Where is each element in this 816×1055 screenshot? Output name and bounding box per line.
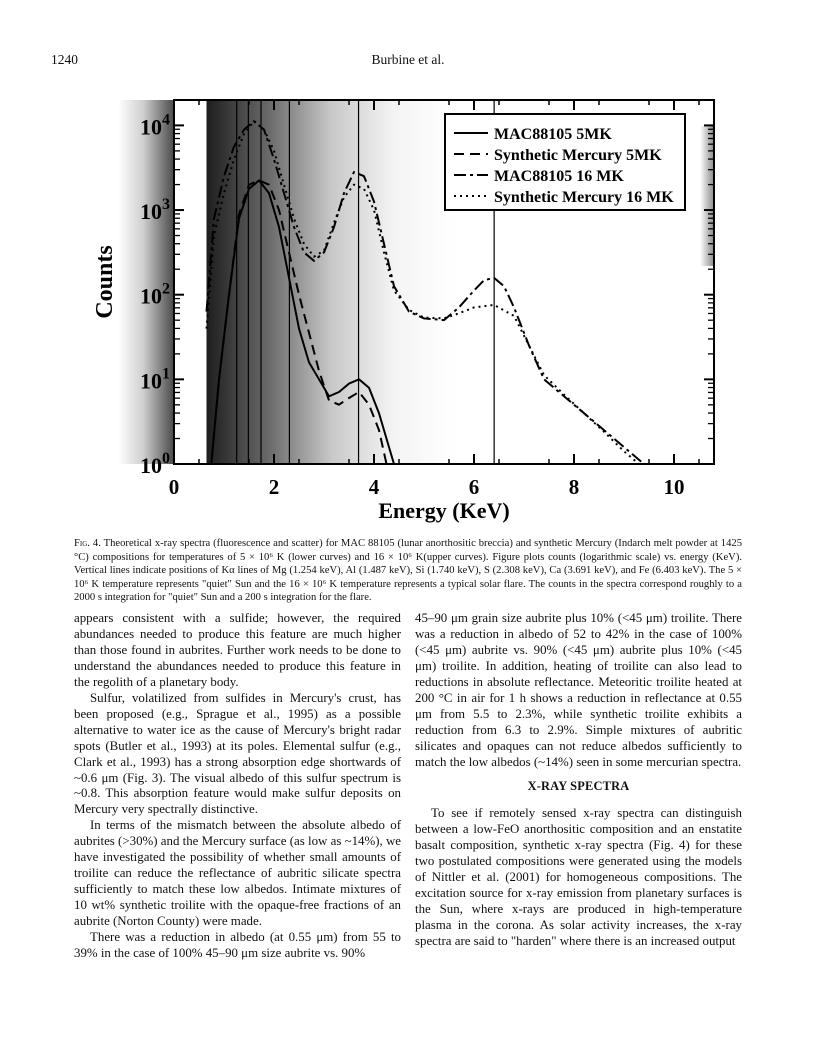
right-shaded-strip — [700, 126, 714, 266]
legend-label: Synthetic Mercury 5MK — [494, 147, 662, 164]
x-tick-label: 2 — [268, 475, 280, 499]
page-number: 1240 — [51, 52, 78, 67]
figure-4-xray-spectra — [88, 92, 728, 532]
left-paragraph-2: Sulfur, volatilized from sulfides in Mercury's crust, has been proposed (e.g., Sprague et al., 1995) as a possible alternative to water ice as the cause of Mercury's bright radar spots (Butler et al., 1993) at its poles. Elemental sulfur (e.g., Clark et al., 1993) has a strong absorption edge shortwards of ~0.6 μm (Fig. 3). The visual albedo of this sulfur spectrum is ~0.8. This absorption feature would make sulfur deposits on Mercury very spectrally distinctive. — [74, 690, 401, 817]
caption-fig-label: Fig — [74, 538, 88, 549]
y-tick-label: $10^4$ — [140, 111, 170, 140]
legend-label: MAC88105 5MK — [494, 126, 612, 143]
legend-label: Synthetic Mercury 16 MK — [494, 189, 674, 206]
running-head — [0, 52, 816, 72]
right-paragraph-2: To see if remotely sensed x-ray spectra can distinguish between a low-FeO anorthositic composition and an enstatite basalt composition, synthetic x-ray spectra (Fig. 4) for these two postulated compositions were generated using the models of Nittler et al. (2001) for homogeneous compositions. The excitation source for x-ray emission from planetary surfaces is the Sun, where x-rays are produced in high-temperature plasma in the corona. As solar activity increases, the x-ray spectra are said to "harden" where there is an increased output — [415, 806, 742, 949]
xray-spectra-chart — [88, 92, 728, 532]
section-heading-xray-spectra: X-RAY SPECTRA — [527, 778, 630, 793]
left-paragraph-4: There was a reduction in albedo (at 0.55 μm) from 55 to 39% in the case of 100% 45–90 μm size aubrite vs. 90% — [74, 930, 401, 961]
y-axis-label: Counts — [92, 245, 118, 319]
caption-fig-number: . 4. — [87, 538, 101, 549]
left-paragraph-3: In terms of the mismatch between the absolute albedo of aubrites (>30%) and the Mercury surface (as low as ~14%), we have investigated the possibility of whether small amounts of troilite can reduce the reflectance of aubritic silicate spectra sufficiently to match these low albedos. Intimate mixtures of 10 wt% synthetic troilite with the opaque-free fractions of an aubrite (Norton County) were made. — [74, 818, 401, 929]
running-title-authors: Burbine et al. — [371, 52, 445, 67]
x-tick-label: 8 — [568, 475, 580, 499]
left-column — [74, 611, 401, 962]
legend — [445, 114, 685, 210]
figure-caption — [74, 537, 742, 605]
x-tick-label: 4 — [368, 475, 380, 499]
y-tick-label: $10^1$ — [140, 365, 170, 394]
legend-label: MAC88105 16 MK — [494, 168, 624, 185]
x-axis-label: Energy (KeV) — [378, 498, 510, 523]
y-tick-label: $10^3$ — [140, 196, 170, 225]
right-column — [415, 611, 742, 950]
caption-text: Theoretical x-ray spectra (fluorescence and scatter) for MAC 88105 (lunar anorthositic breccia) and synthetic Mercury (Indarch melt powder at 1425 °C) compositions for temperatures of 5 × 10⁶ K (lower curves) and 16 × 10⁶ K(upper curves). Figure plots counts (logarithmic scale) vs. energy (KeV). Vertical lines indicate positions of Kα lines of Mg (1.254 keV), Al (1.487 keV), Si (1.740 keV), S (2.308 keV), Ca (3.691 keV), and Fe (6.403 keV). The 5 × 10⁶ K temperature represents "quiet" Sun and the 16 × 10⁶ K temperature represents a typical solar flare. The counts in the spectra correspond roughly to a 2000 s integration for "quiet" Sun and a 200 s integration for the flare. — [74, 538, 742, 604]
right-paragraph-1: 45–90 μm grain size aubrite plus 10% (<45 μm) troilite. There was a reduction in albedo of 52 to 42% in the case of 100% (<45 μm) aubrite vs. 90% (<45 μm) aubrite plus 10% (<45 μm) troilite. In addition, heating of troilite can also lead to reductions in absolute reflectance. Meteoritic troilite heated at 200 °C in air for 1 h shows a reduction in reflectance at 0.55 μm from 5.5 to 2.3%, while synthetic troilite exhibits a reduction from 6.3 to 2.9%. Simple mixtures of aubritic silicates and opaques can not reduce albedos sufficiently to match the low albedos (~14%) seen in some mercurian spectra. — [415, 611, 742, 769]
x-tick-label: 0 — [168, 475, 180, 499]
x-tick-label: 10 — [663, 475, 685, 499]
y-tick-label: $10^2$ — [140, 280, 170, 309]
left-paragraph-1: appears consistent with a sulfide; however, the required abundances needed to produce this feature are much higher than those found in aubrites. Further work needs to be done to understand the abundances needed to produce this feature in the regolith of a planetary body. — [74, 611, 401, 689]
shaded-background — [207, 100, 457, 464]
y-tick-label: $10^0$ — [140, 450, 170, 478]
x-tick-label: 6 — [468, 475, 480, 499]
